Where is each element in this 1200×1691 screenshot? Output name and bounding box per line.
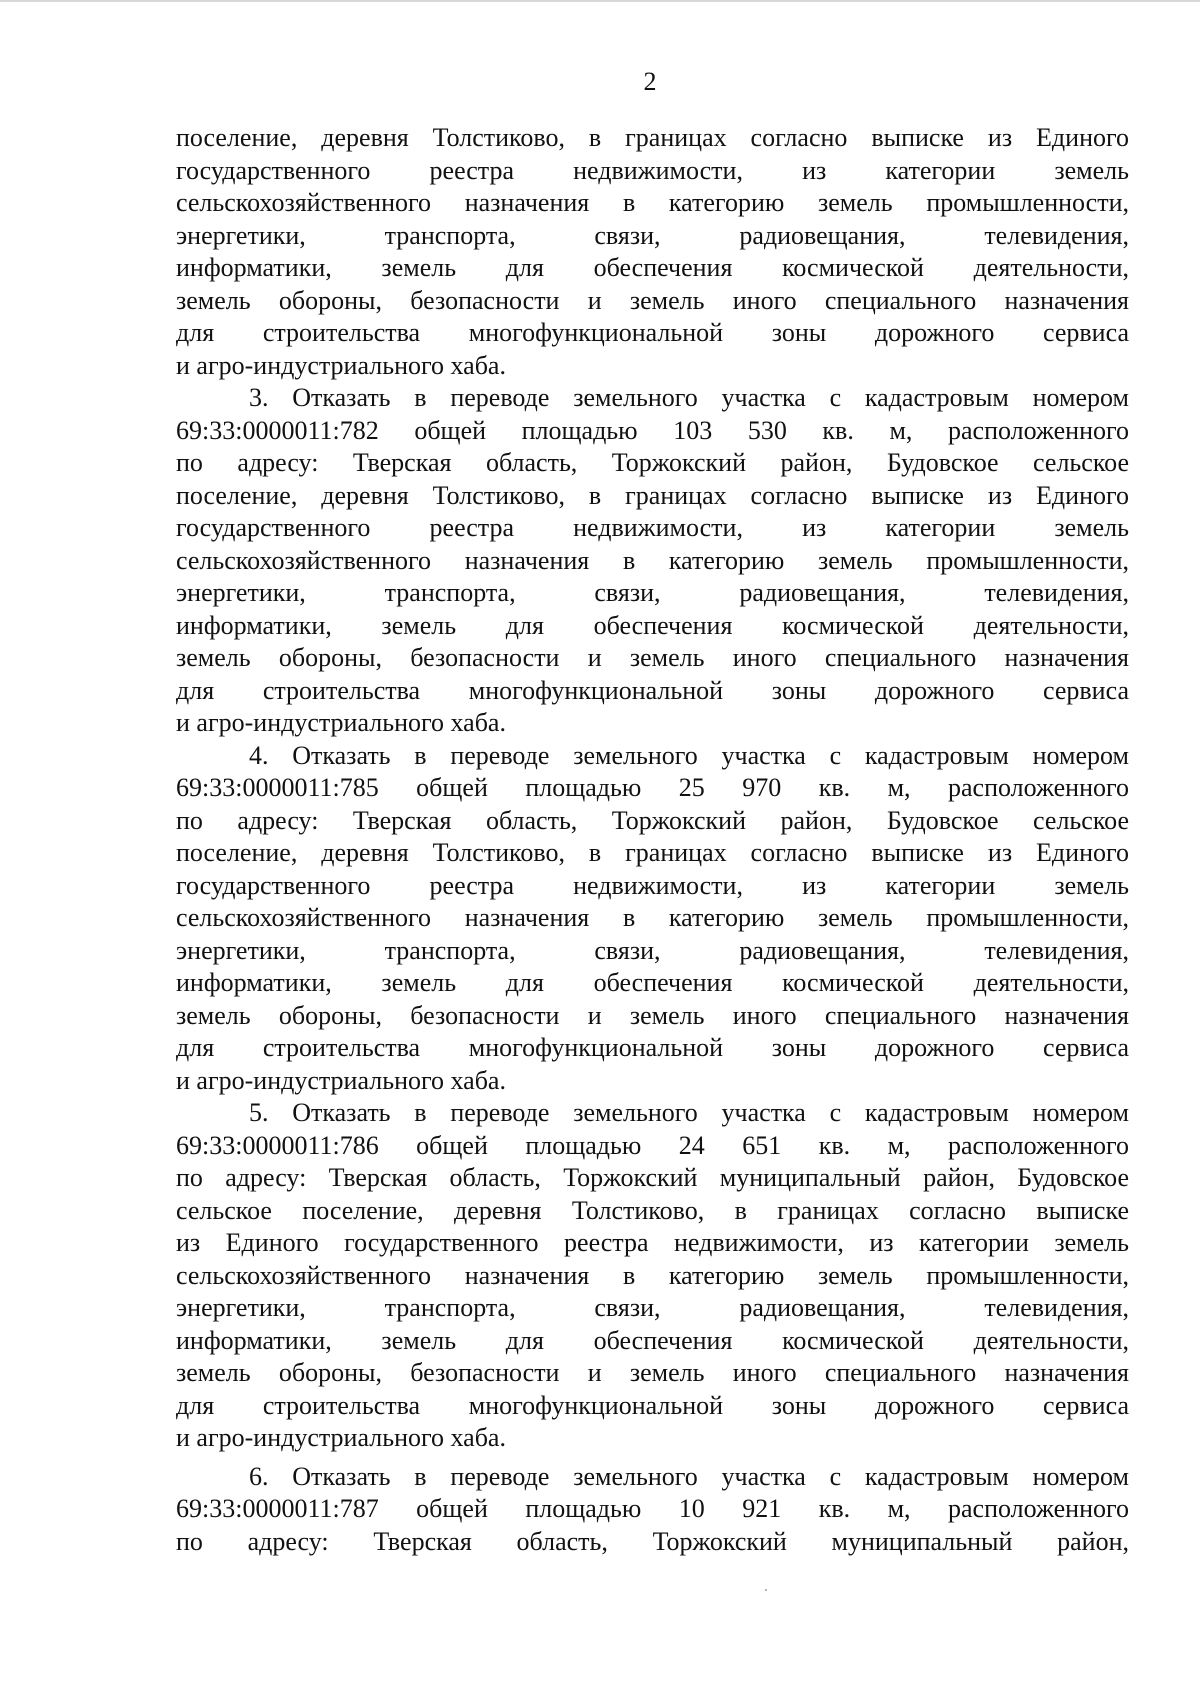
text-line: 69:33:0000011:787 общей площадью 10 921 кв. м, расположенного [176,1494,1129,1523]
text-line: энергетики, транспорта, связи, радиовещания, телевидения, [176,220,1129,250]
text-line: земель обороны, безопасности и земель иного специального назначения [176,285,1129,315]
text-line: информатики, земель для обеспечения космической деятельности, [176,968,1129,997]
text-line: поселение, деревня Толстиково, в границах согласно выписке из Единого [176,123,1129,152]
document-body [176,122,1129,1558]
text-line: энергетики, транспорта, связи, радиовещания, телевидения, [176,1293,1129,1322]
text-line: 3. Отказать в переводе земельного участка с кадастровым номером [249,383,1129,412]
text-line: сельскохозяйственного назначения в категорию земель промышленности, [176,188,1129,217]
text-line: для строительства многофункциональной зоны дорожного сервиса [176,318,1129,347]
text-line: поселение, деревня Толстиково, в границах согласно выписке из Единого [176,838,1129,867]
text-line: сельскохозяйственного назначения в категорию земель промышленности, [176,903,1129,932]
text-line: энергетики, транспорта, связи, радиовещания, телевидения, [176,578,1129,607]
text-line: земель обороны, безопасности и земель иного специального назначения [176,1358,1129,1387]
text-line: сельское поселение, деревня Толстиково, в границах согласно выписке [176,1195,1129,1225]
text-line: 69:33:0000011:786 общей площадью 24 651 кв. м, расположенного [176,1130,1129,1160]
paragraph-item-3 [176,382,1129,740]
text-line: 69:33:0000011:785 общей площадью 25 970 кв. м, расположенного [176,773,1129,802]
text-line: по адресу: Тверская область, Торжокский район, Будовское сельское [176,448,1129,477]
text-line: и агро-индустриального хаба. [176,350,506,380]
paragraph-item-4 [176,740,1129,1098]
paragraph-item-5 [176,1097,1129,1455]
text-line: по адресу: Тверская область, Торжокский муниципальный район, [176,1526,1129,1556]
text-line: государственного реестра недвижимости, из категории земель [176,513,1129,542]
text-line: государственного реестра недвижимости, из категории земель [176,155,1129,185]
text-line: 69:33:0000011:782 общей площадью 103 530 кв. м, расположенного [176,415,1129,445]
text-line: и агро-индустриального хаба. [176,708,506,737]
text-line: информатики, земель для обеспечения космической деятельности, [176,610,1129,640]
page-number: 2 [643,67,657,96]
text-line: из Единого государственного реестра недвижимости, из категории земель [176,1228,1129,1257]
page-top-edge [0,0,1200,2]
text-line: поселение, деревня Толстиково, в границах согласно выписке из Единого [176,480,1129,510]
text-line: информатики, земель для обеспечения космической деятельности, [176,1325,1129,1355]
text-line: 6. Отказать в переводе земельного участка с кадастровым номером [249,1461,1129,1491]
text-line: для строительства многофункциональной зоны дорожного сервиса [176,675,1129,705]
text-line: сельскохозяйственного назначения в категорию земель промышленности, [176,545,1129,575]
text-line: 4. Отказать в переводе земельного участка с кадастровым номером [249,740,1129,770]
text-line: для строительства многофункциональной зоны дорожного сервиса [176,1390,1129,1420]
text-line: энергетики, транспорта, связи, радиовещания, телевидения, [176,935,1129,965]
text-line: по адресу: Тверская область, Торжокский район, Будовское сельское [176,805,1129,835]
paragraph-continuation [176,122,1129,382]
text-line: 5. Отказать в переводе земельного участка с кадастровым номером [249,1098,1129,1127]
text-line: для строительства многофункциональной зоны дорожного сервиса [176,1033,1129,1062]
text-line: земель обороны, безопасности и земель иного специального назначения [176,643,1129,672]
text-line: сельскохозяйственного назначения в категорию земель промышленности, [176,1260,1129,1290]
text-line: земель обороны, безопасности и земель иного специального назначения [176,1000,1129,1030]
text-line: информатики, земель для обеспечения космической деятельности, [176,253,1129,282]
scan-speck [765,1589,767,1591]
text-line: по адресу: Тверская область, Торжокский муниципальный район, Будовское [176,1163,1129,1192]
text-line: и агро-индустриального хаба. [176,1423,506,1452]
text-line: и агро-индустриального хаба. [176,1065,506,1095]
text-line: государственного реестра недвижимости, из категории земель [176,870,1129,900]
paragraph-item-6 [176,1461,1129,1559]
